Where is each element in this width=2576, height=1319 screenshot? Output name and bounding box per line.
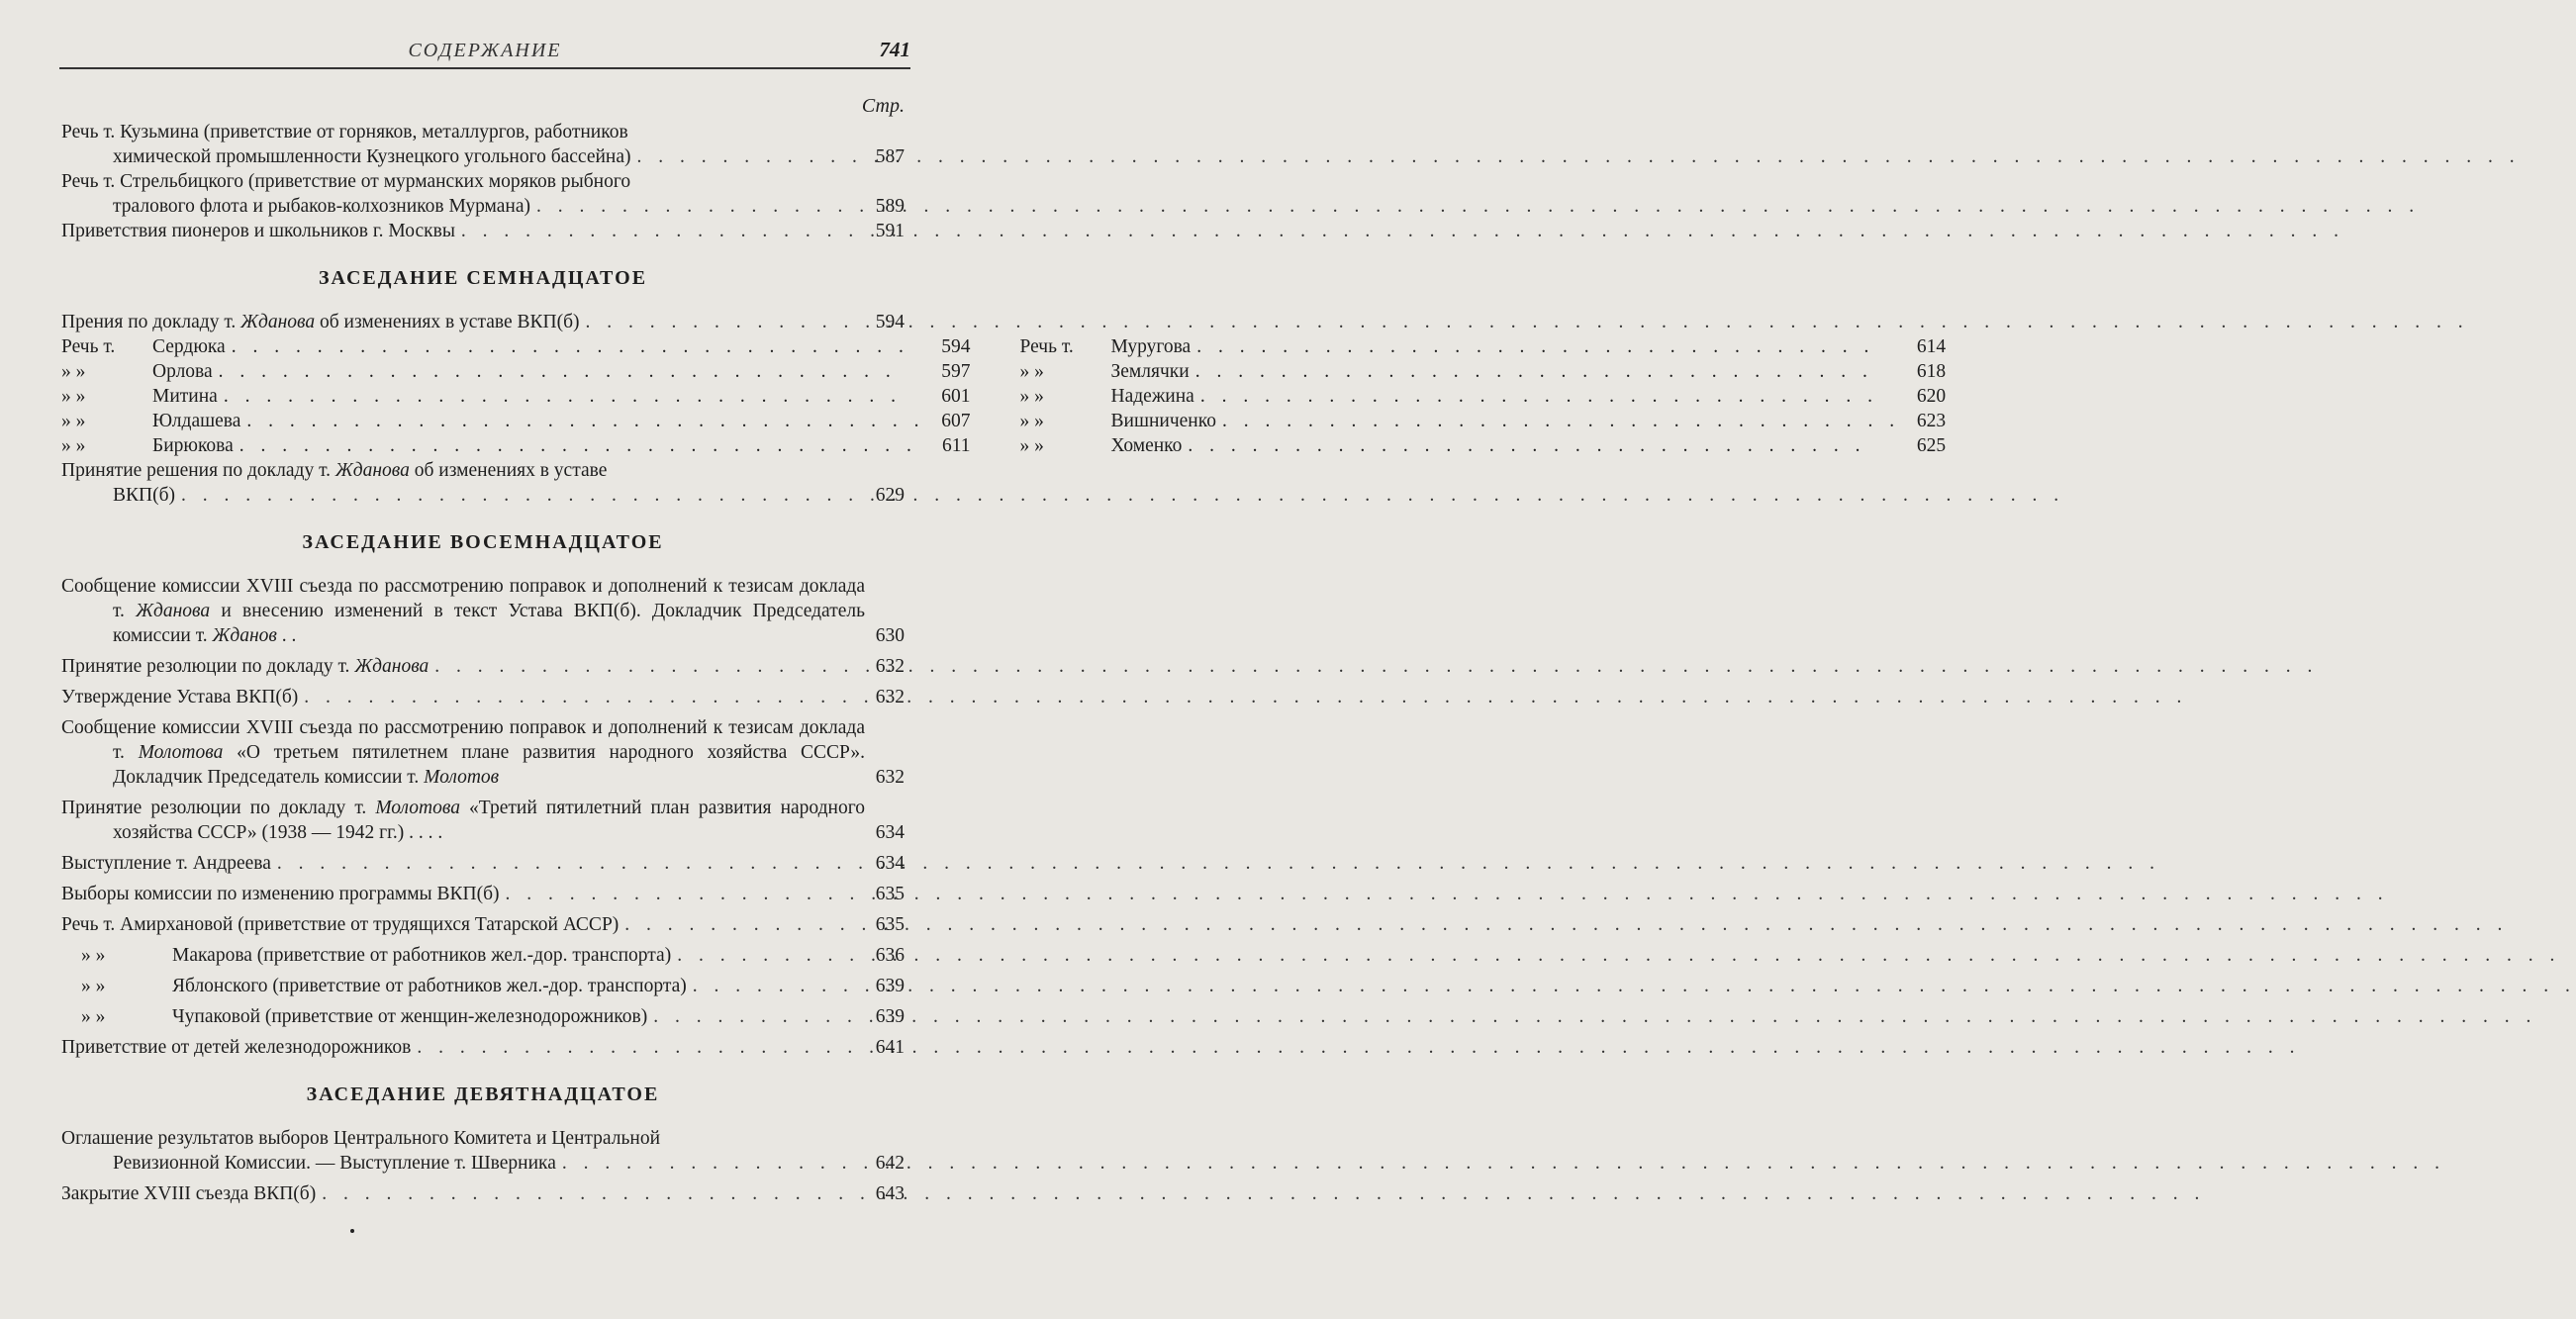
ditto-mark: » » bbox=[81, 945, 106, 966]
entry-text: Речь т. Амирхановой (приветствие от трудящихся Татарской АССР) bbox=[61, 914, 620, 935]
leader-dots bbox=[239, 433, 925, 458]
entry-page: 589 bbox=[875, 196, 905, 217]
entry-page: 597 bbox=[941, 361, 971, 382]
entry-text: ВКП(б) bbox=[113, 485, 176, 506]
speaker-entry bbox=[1020, 359, 1947, 384]
page-number: 741 bbox=[879, 38, 910, 61]
leader-dots bbox=[1195, 359, 1900, 384]
leader-dots bbox=[506, 882, 2389, 906]
speakers-list bbox=[61, 334, 1947, 458]
leader-dots bbox=[277, 851, 2160, 876]
entry-page: 635 bbox=[875, 914, 905, 935]
speaker-entry bbox=[61, 384, 971, 409]
entry-page: 587 bbox=[875, 146, 905, 167]
toc-entry bbox=[61, 458, 905, 508]
entry-page: 623 bbox=[1916, 411, 1947, 431]
speaker-name: Молотов bbox=[424, 767, 500, 788]
entry-text: Яблонского (приветствие от работников жел.-дор. транспорта) bbox=[172, 976, 687, 996]
toc-entry bbox=[61, 654, 905, 679]
speaker-name: Орлова bbox=[152, 361, 213, 382]
speaker-prefix: » » bbox=[61, 411, 86, 431]
entry-page: 641 bbox=[875, 1037, 905, 1058]
running-title: СОДЕРЖАНИЕ bbox=[408, 40, 562, 61]
entry-page: 635 bbox=[875, 884, 905, 904]
entry-page: 591 bbox=[875, 221, 905, 241]
speaker-name: Жданова bbox=[136, 601, 211, 621]
entry-page: 611 bbox=[941, 435, 971, 456]
leader-dots bbox=[653, 1004, 2536, 1029]
entry-text: Утверждение Устава ВКП(б) bbox=[61, 687, 299, 707]
toc-entry bbox=[61, 715, 905, 790]
leader-dots bbox=[693, 974, 2576, 998]
entry-text: Сообщение комиссии XVIII съезда по рассмотрению поправок и дополнений к тезисам доклада т. bbox=[61, 717, 865, 763]
speaker-entry bbox=[61, 433, 971, 458]
entry-text: Речь т. Кузьмина (приветствие от горняков, металлургов, работников bbox=[61, 122, 628, 142]
entry-page: 620 bbox=[1916, 386, 1947, 407]
entry-text: химической промышленности Кузнецкого угольного бассейна) bbox=[113, 146, 631, 167]
entry-text: Оглашение результатов выборов Центрального Комитета и Центральной bbox=[61, 1128, 661, 1149]
speaker-name: Молотова bbox=[138, 742, 224, 763]
speaker-prefix: Речь т. bbox=[61, 336, 116, 357]
speaker-prefix: » » bbox=[1019, 411, 1044, 431]
toc-entry: Сообщение комиссии XVIII съезда по рассмотрению поправок и дополнений к тезисам доклада т. Жданова и внесению изменений в текст Устава ВКП(б). Докладчик Председатель комиссии т. Жданов . . 630 bbox=[61, 576, 905, 646]
speaker-name: Бирюкова bbox=[152, 435, 234, 456]
speaker-name: Сердюка bbox=[152, 336, 226, 357]
entry-text: Принятие резолюции по докладу т. bbox=[61, 798, 367, 818]
entry-text: об изменениях в уставе ВКП(б) bbox=[320, 312, 580, 332]
speaker-name: Надежина bbox=[1110, 386, 1194, 407]
toc-entry bbox=[61, 943, 905, 968]
toc-entry bbox=[61, 1181, 905, 1206]
speaker-name: Юлдашева bbox=[152, 411, 241, 431]
leader-dots bbox=[677, 943, 2560, 968]
toc-entry bbox=[61, 912, 905, 937]
entry-page: 632 bbox=[875, 656, 905, 677]
ditto-mark: » » bbox=[81, 976, 106, 996]
entry-page: 632 bbox=[875, 687, 905, 707]
entry-page: 607 bbox=[941, 411, 971, 431]
section-heading: ЗАСЕДАНИЕ СЕМНАДЦАТОЕ bbox=[318, 267, 648, 289]
entry-text: Речь т. Стрельбицкого (приветствие от мурманских моряков рыбного bbox=[61, 171, 631, 192]
leader-dots bbox=[322, 1181, 2205, 1206]
entry-text: Выступление т. Андреева bbox=[61, 853, 271, 874]
speaker-prefix: Речь т. bbox=[1019, 336, 1074, 357]
entry-text: Приветствие от детей железнодорожников bbox=[61, 1037, 412, 1058]
speaker-entry bbox=[1020, 433, 1947, 458]
leader-dots bbox=[219, 359, 925, 384]
entry-page: 629 bbox=[875, 485, 905, 506]
toc-content bbox=[61, 95, 1947, 1206]
toc-entry: Принятие резолюции по докладу т. Молотова «Третий пятилетний план развития народного хозяйства СССР» (1938 — 1942 гг.) . . . . 634 bbox=[61, 798, 905, 843]
toc-entry bbox=[61, 1004, 905, 1029]
leader-dots bbox=[461, 219, 2344, 243]
column-label: Стр. bbox=[861, 95, 905, 117]
entry-page: 643 bbox=[875, 1183, 905, 1204]
entry-text: Закрытие XVIII съезда ВКП(б) bbox=[61, 1183, 317, 1204]
entry-text: тралового флота и рыбаков-колхозников Мурмана) bbox=[113, 196, 530, 217]
speaker-entry bbox=[61, 334, 971, 359]
speaker-prefix: » » bbox=[1019, 361, 1044, 382]
speaker-name: Муругова bbox=[1110, 336, 1192, 357]
leader-dots bbox=[1222, 409, 1900, 433]
toc-entry bbox=[61, 1035, 905, 1060]
print-speck bbox=[350, 1229, 354, 1233]
leader-dots bbox=[637, 144, 2521, 169]
speaker-entry bbox=[1020, 334, 1947, 359]
leader-dots bbox=[246, 409, 924, 433]
entry-page: 594 bbox=[875, 312, 905, 332]
entry-page: 639 bbox=[875, 1006, 905, 1027]
speaker-prefix: » » bbox=[1019, 435, 1044, 456]
entry-page: 625 bbox=[1916, 435, 1947, 456]
section-heading: ЗАСЕДАНИЕ ВОСЕМНАДЦАТОЕ bbox=[302, 531, 664, 553]
entry-text: об изменениях в уставе bbox=[414, 460, 608, 481]
speaker-entry bbox=[61, 409, 971, 433]
leader-dots bbox=[232, 334, 925, 359]
entry-page: 636 bbox=[875, 945, 905, 966]
toc-entry bbox=[61, 851, 905, 876]
leader-dots bbox=[304, 685, 2187, 709]
entry-page: 632 bbox=[875, 767, 905, 788]
running-head bbox=[59, 36, 910, 69]
leader-dots bbox=[1200, 384, 1900, 409]
entry-text: Чупаковой (приветствие от женщин-железнодорожников) bbox=[172, 1006, 648, 1027]
entry-page: 614 bbox=[1916, 336, 1947, 357]
leader-dots bbox=[434, 654, 2318, 679]
entry-text: Приветствия пионеров и школьников г. Москвы bbox=[61, 221, 455, 241]
entry-text: Макарова (приветствие от работников жел.-дор. транспорта) bbox=[172, 945, 672, 966]
leader-dots bbox=[224, 384, 925, 409]
entry-page: 618 bbox=[1916, 361, 1947, 382]
toc-entry bbox=[61, 974, 905, 998]
section-heading: ЗАСЕДАНИЕ ДЕВЯТНАДЦАТОЕ bbox=[306, 1083, 660, 1105]
leader-dots bbox=[562, 1151, 2445, 1176]
leader-dots bbox=[624, 912, 2508, 937]
speaker-prefix: » » bbox=[61, 361, 86, 382]
speaker-name: Жданов bbox=[212, 625, 277, 646]
leader-dots bbox=[1188, 433, 1900, 458]
speaker-prefix: » » bbox=[61, 386, 86, 407]
speaker-entry bbox=[61, 359, 971, 384]
entry-text: Прения по докладу т. bbox=[61, 312, 237, 332]
leader-dots bbox=[181, 483, 2064, 508]
leader-dots bbox=[536, 194, 2420, 219]
toc-entry bbox=[61, 685, 905, 709]
entry-text: «Третий пятилетний план развития народного хозяйства СССР» (1938 — 1942 гг.) bbox=[113, 798, 865, 843]
entry-text: Ревизионной Комиссии. — Выступление т. Шверника bbox=[113, 1153, 556, 1174]
entry-page: 639 bbox=[875, 976, 905, 996]
entry-page: 630 bbox=[875, 625, 905, 646]
speaker-name: Жданова bbox=[334, 460, 410, 481]
toc-entry bbox=[61, 219, 905, 243]
entry-page: 594 bbox=[941, 336, 971, 357]
leader-dots bbox=[417, 1035, 2300, 1060]
speaker-prefix: » » bbox=[61, 435, 86, 456]
toc-entry bbox=[61, 169, 905, 219]
speakers-right-column bbox=[1020, 334, 1947, 458]
speaker-name: Вишниченко bbox=[1110, 411, 1216, 431]
speaker-name: Хоменко bbox=[1110, 435, 1183, 456]
speaker-name: Митина bbox=[152, 386, 218, 407]
entry-text: «О третьем пятилетнем плане развития народного хозяйства СССР». Докладчик Председатель комиссии т. bbox=[113, 742, 866, 788]
entry-page: 601 bbox=[941, 386, 971, 407]
entry-page: 634 bbox=[875, 822, 905, 843]
speaker-name: Жданова bbox=[354, 656, 429, 677]
entry-page: 634 bbox=[875, 853, 905, 874]
speaker-entry bbox=[1020, 409, 1947, 433]
speaker-name: Землячки bbox=[1110, 361, 1190, 382]
speakers-left-column bbox=[61, 334, 971, 458]
entry-text: Сообщение комиссии XVIII съезда по рассмотрению поправок и дополнений к тезисам доклада т. bbox=[61, 576, 865, 621]
speaker-name: Молотова bbox=[375, 798, 460, 818]
entry-text: Выборы комиссии по изменению программы ВКП(б) bbox=[61, 884, 500, 904]
entry-text: Принятие резолюции по докладу т. bbox=[61, 656, 350, 677]
entry-text: и внесению изменений в текст Устава ВКП(б). Докладчик Председатель комиссии т. bbox=[113, 601, 865, 646]
toc-entry bbox=[61, 1126, 905, 1176]
toc-entry bbox=[61, 882, 905, 906]
entry-text: Принятие решения по докладу т. bbox=[61, 460, 332, 481]
ditto-mark: » » bbox=[81, 1006, 106, 1027]
entry-page: 642 bbox=[875, 1153, 905, 1174]
speaker-name: Жданова bbox=[240, 312, 316, 332]
toc-entry bbox=[61, 310, 905, 334]
toc-entry bbox=[61, 120, 905, 169]
speaker-prefix: » » bbox=[1019, 386, 1044, 407]
leader-dots bbox=[1196, 334, 1900, 359]
speaker-entry bbox=[1020, 384, 1947, 409]
